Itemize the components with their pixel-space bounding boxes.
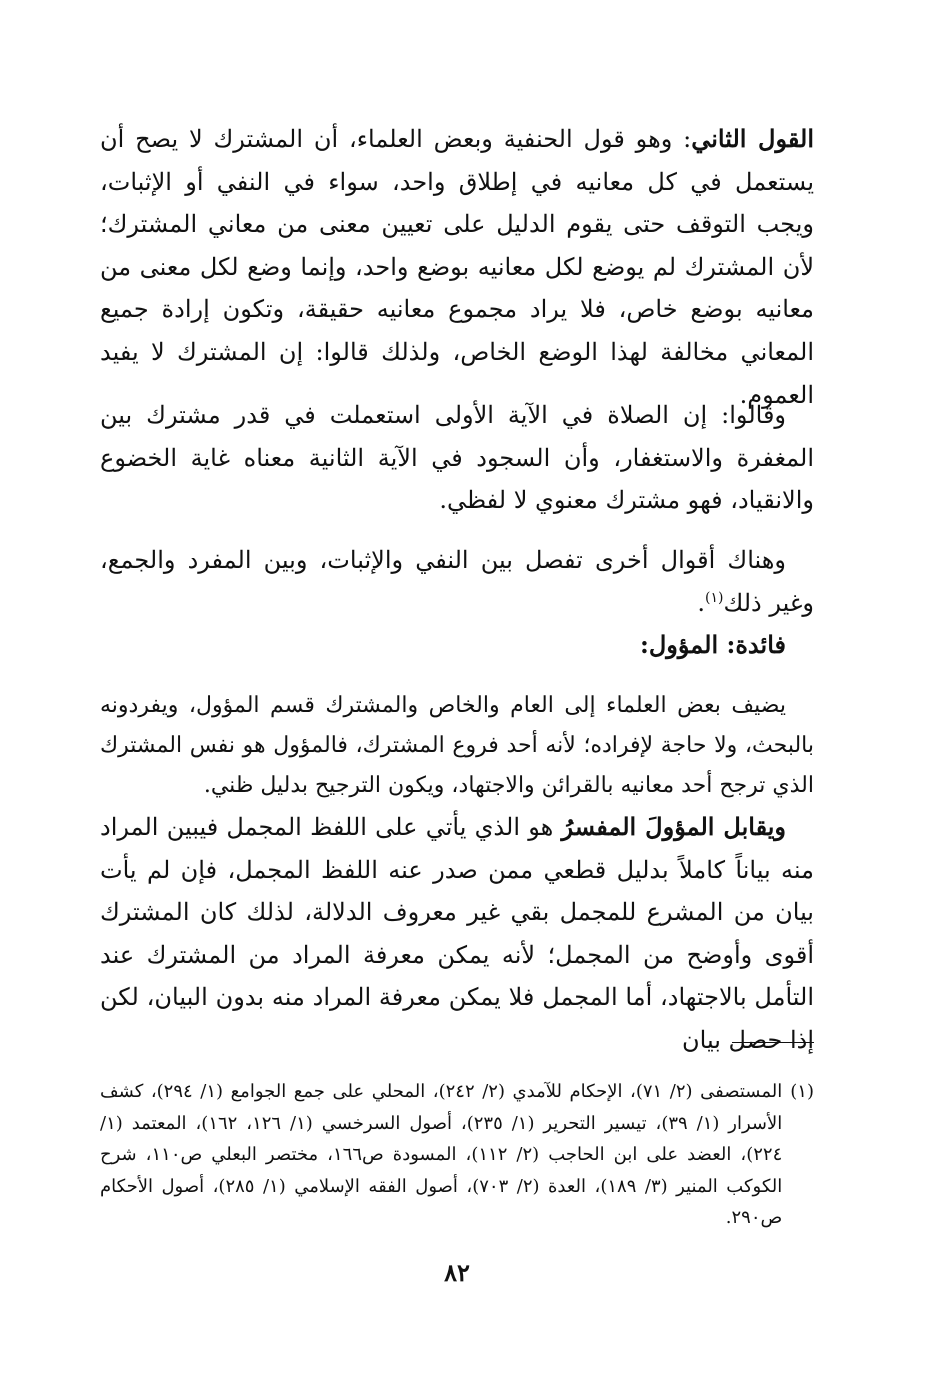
paragraph-text-other-opinions: وهناك أقوال أخرى تفصل بين النفي والإثبات، وبين المفرد والجمع، وغير ذلك	[100, 546, 814, 617]
page-number: ٨٢	[444, 1258, 470, 1287]
footnote-separator	[732, 1042, 814, 1043]
paragraph-text-mufassar: هو الذي يأتي على اللفظ المجمل فيبين المراد منه بياناً كاملاً بدليل قطعي ممن صدر عنه اللفظ المجمل، فإن لم يأت بيان من المشرع للمجمل بقي غير معروف الدلالة، لذلك كان المشترك أقوى وأوضح من المجمل؛ لأنه يمكن معرفة المراد من المشترك عند التأمل بالاجتهاد، أما المجمل فلا يمكن معرفة المراد منه بدون البيان، لكن إذا حصل بيان	[100, 813, 814, 1054]
paragraph-lead-mufassar: ويقابل المؤولَ المفسرُ	[561, 812, 787, 841]
section-heading-muawwal: فائدة: المؤول:	[640, 630, 786, 659]
paragraph-text-second-opinion: : وهو قول الحنفية وبعض العلماء، أن المشترك لا يصح أن يستعمل في كل معانيه في إطلاق واحد، سواء في النفي أو الإثبات، ويجب التوقف حتى يقوم الدليل على تعيين معنى من معاني المشترك؛ لأن المشترك لم يوضع لكل معانيه بوضع واحد، وإنما وضع لكل معنى من معانيه بوضع خاص، فلا يراد مجموع معانيه حقيقة، وتكون إرادة جميع المعاني مخالفة لهذا الوضع الخاص، ولذلك قالوا: إن المشترك لا يفيد العموم.	[100, 125, 814, 409]
footnote	[100, 1076, 814, 1234]
footnote-reference: (١)	[705, 589, 724, 606]
paragraph-muawwal: يضيف بعض العلماء إلى العام والخاص والمشترك قسم المؤول، ويفردونه بالبحث، ولا حاجة لإفراده؛ لأنه أحد فروع المشترك، فالمؤول هو نفس المشترك الذي ترجح أحد معانيه بالقرائن والاجتهاد، ويكون الترجيح بدليل ظني.	[100, 693, 814, 798]
paragraph-end-mark: .	[697, 588, 706, 617]
paragraph-mufassar	[100, 806, 814, 1062]
paragraph-second-opinion	[100, 118, 814, 416]
paragraph-prayer-prostration: وقالوا: إن الصلاة في الآية الأولى استعملت في قدر مشترك بين المغفرة والاستغفار، وأن السجود في الآية الثانية معناه غاية الخضوع والانقياد، فهو مشترك معنوي لا لفظي.	[100, 401, 814, 515]
paragraph-other-opinions	[100, 539, 814, 624]
book-page	[100, 118, 814, 1384]
footnote-text: المستصفى (٢/ ٧١)، الإحكام للآمدي (٢/ ٢٤٢)، المحلي على جمع الجوامع (١/ ٢٩٤)، كشف الأسرار (١/ ٣٩)، تيسير التحرير (١/ ٢٣٥)، أصول السرخسي (١/ ١٢٦، ١٦٢)، المعتمد (١/ ٢٢٤)، العضد على ابن الحاجب (٢/ ١١٢)، المسودة ص١٦٦، مختصر البعلي ص١١٠، شرح الكوكب المنير (٣/ ١٨٩)، العدة (٢/ ٧٠٣)، أصول الفقه الإسلامي (١/ ٢٨٥)، أصول الأحكام ص٢٩٠.	[100, 1081, 783, 1228]
footnote-number: (١)	[790, 1081, 814, 1102]
paragraph-lead-second-opinion: القول الثاني	[691, 124, 814, 153]
